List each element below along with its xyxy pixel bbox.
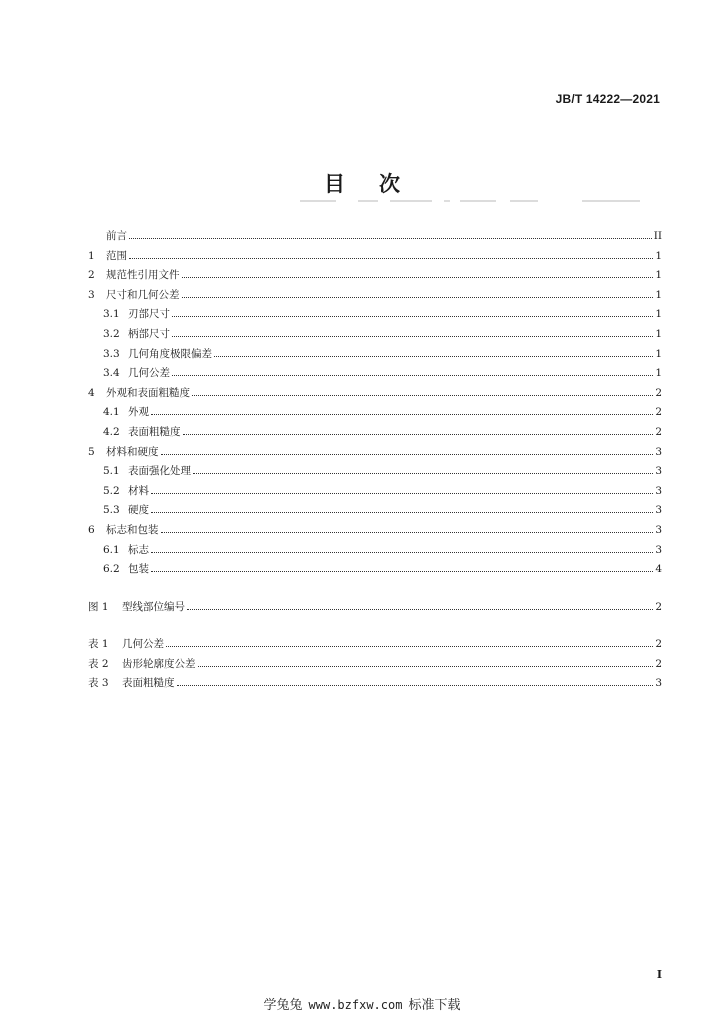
toc-entry-number: 3 (88, 288, 95, 301)
toc-entry-number: 4 (88, 386, 95, 399)
toc-leader-dots (166, 645, 653, 647)
toc-leader-dots (129, 237, 652, 239)
toc-entry-label: 型线部位编号 (122, 600, 185, 613)
page-title (0, 168, 724, 198)
toc-entry-number: 表 1 (88, 638, 109, 651)
toc-entry-number: 3.3 (103, 347, 120, 360)
toc-leader-dots (129, 257, 653, 259)
toc-entry-page: 1 (655, 308, 662, 321)
watermark-suffix: 标准下载 (408, 998, 461, 1013)
toc-entry-number: 3.1 (103, 308, 120, 321)
toc-leader-dots (193, 472, 653, 474)
toc-entry[interactable] (88, 675, 662, 695)
toc-entry[interactable] (88, 636, 662, 656)
toc-entry-label: 外观 (128, 406, 149, 419)
toc-entry[interactable] (88, 444, 662, 464)
toc-entry-page: 2 (655, 638, 662, 651)
toc-entry[interactable] (88, 326, 662, 346)
toc-entry-page: 3 (655, 523, 662, 536)
toc-leader-dots (192, 394, 653, 396)
toc-entry-number: 4.2 (103, 425, 120, 438)
toc-entry-label: 几何公差 (128, 367, 170, 380)
toc-leader-dots (214, 355, 653, 357)
toc-leader-dots (177, 684, 654, 686)
toc-entry-label: 齿形轮廓度公差 (122, 657, 196, 670)
toc-entry-label: 几何公差 (122, 638, 164, 651)
table-of-contents (88, 228, 662, 695)
toc-entry-label: 标志 (128, 543, 149, 556)
toc-entry-label: 表面强化处理 (128, 465, 191, 478)
toc-leader-dots (161, 453, 654, 455)
toc-entry-label: 外观和表面粗糙度 (106, 386, 190, 399)
toc-entry-page: 3 (655, 484, 662, 497)
toc-entry-label: 材料 (128, 484, 149, 497)
toc-leader-dots (172, 374, 653, 376)
toc-entry-page: 3 (655, 504, 662, 517)
toc-entry[interactable] (88, 306, 662, 326)
toc-leader-dots (151, 511, 653, 513)
toc-entry[interactable] (88, 228, 662, 248)
standard-code: JB/T 14222—2021 (555, 92, 660, 106)
toc-entry[interactable] (88, 248, 662, 268)
toc-entry[interactable] (88, 267, 662, 287)
toc-entry-number: 6.1 (103, 543, 120, 556)
toc-leader-dots (151, 492, 653, 494)
toc-entry-label: 前言 (106, 230, 127, 242)
toc-entry[interactable] (88, 424, 662, 444)
toc-entry-label: 刃部尺寸 (128, 308, 170, 321)
toc-entry-label: 尺寸和几何公差 (106, 288, 180, 301)
toc-entry-page: 1 (655, 347, 662, 360)
toc-leader-dots (161, 531, 654, 533)
toc-entry[interactable] (88, 502, 662, 522)
toc-entry-page: 1 (655, 327, 662, 340)
toc-leader-dots (172, 315, 653, 317)
watermark-url[interactable]: www.bzfxw.com (308, 998, 403, 1012)
toc-entry[interactable] (88, 287, 662, 307)
toc-entry-number: 表 3 (88, 677, 109, 690)
page-number: I (656, 968, 662, 981)
toc-entry-number: 3.4 (103, 367, 120, 380)
toc-entry-page: II (653, 230, 662, 242)
toc-leader-dots (182, 296, 654, 298)
toc-entry[interactable] (88, 561, 662, 581)
toc-entry-number: 5 (88, 445, 95, 458)
toc-leader-dots (151, 570, 653, 572)
toc-entry-label: 表面粗糙度 (122, 677, 175, 690)
toc-entry-number: 图 1 (88, 600, 109, 613)
toc-entry-label: 材料和硬度 (106, 445, 159, 458)
toc-entry-page: 3 (655, 543, 662, 556)
toc-entry[interactable] (88, 483, 662, 503)
toc-spacer (88, 581, 662, 599)
toc-entry[interactable] (88, 522, 662, 542)
toc-entry-page: 2 (655, 386, 662, 399)
toc-entry-page: 2 (655, 657, 662, 670)
toc-entry-page: 1 (655, 288, 662, 301)
toc-entry-number: 1 (88, 249, 95, 262)
toc-entry[interactable] (88, 404, 662, 424)
toc-entry-page: 1 (655, 269, 662, 282)
toc-entry-number: 2 (88, 269, 95, 282)
toc-entry-number: 5.1 (103, 465, 120, 478)
toc-leader-dots (198, 665, 654, 667)
toc-spacer (88, 618, 662, 636)
toc-entry-page: 2 (655, 425, 662, 438)
toc-entry[interactable] (88, 463, 662, 483)
toc-entry-number: 5.2 (103, 484, 120, 497)
toc-leader-dots (151, 551, 653, 553)
toc-entry-page: 3 (655, 677, 662, 690)
toc-entry-page: 1 (655, 249, 662, 262)
toc-entry-number: 表 2 (88, 657, 109, 670)
toc-entry[interactable] (88, 365, 662, 385)
toc-entry-page: 2 (655, 600, 662, 613)
toc-leader-dots (183, 433, 654, 435)
toc-entry-number: 6 (88, 523, 95, 536)
toc-entry-label: 表面粗糙度 (128, 425, 181, 438)
title-char-1: 目 (324, 172, 345, 196)
toc-entry[interactable] (88, 542, 662, 562)
toc-entry[interactable] (88, 385, 662, 405)
toc-leader-dots (151, 413, 653, 415)
scan-artifact-marks (300, 199, 640, 203)
toc-entry-page: 1 (655, 367, 662, 380)
toc-entry-number: 3.2 (103, 327, 120, 340)
toc-entry-label: 几何角度极限偏差 (128, 347, 212, 360)
toc-entry-number: 5.3 (103, 504, 120, 517)
watermark (0, 994, 724, 1013)
toc-leader-dots (182, 276, 654, 278)
toc-entry[interactable] (88, 599, 662, 619)
toc-entry-page: 3 (655, 445, 662, 458)
toc-entry-label: 包装 (128, 563, 149, 576)
toc-entry-page: 2 (655, 406, 662, 419)
toc-entry-label: 硬度 (128, 504, 149, 517)
toc-entry[interactable] (88, 346, 662, 366)
toc-entry-label: 范围 (106, 249, 127, 262)
toc-entry-page: 3 (655, 465, 662, 478)
title-char-2: 次 (379, 172, 400, 196)
toc-entry-label: 柄部尺寸 (128, 327, 170, 340)
toc-entry-label: 标志和包装 (106, 523, 159, 536)
toc-leader-dots (172, 335, 653, 337)
toc-entry-page: 4 (655, 563, 662, 576)
toc-entry-number: 4.1 (103, 406, 120, 419)
toc-entry[interactable] (88, 656, 662, 676)
watermark-site-name: 学兔兔 (263, 998, 303, 1013)
toc-entry-number: 6.2 (103, 563, 120, 576)
toc-leader-dots (187, 608, 653, 610)
toc-entry-label: 规范性引用文件 (106, 269, 180, 282)
